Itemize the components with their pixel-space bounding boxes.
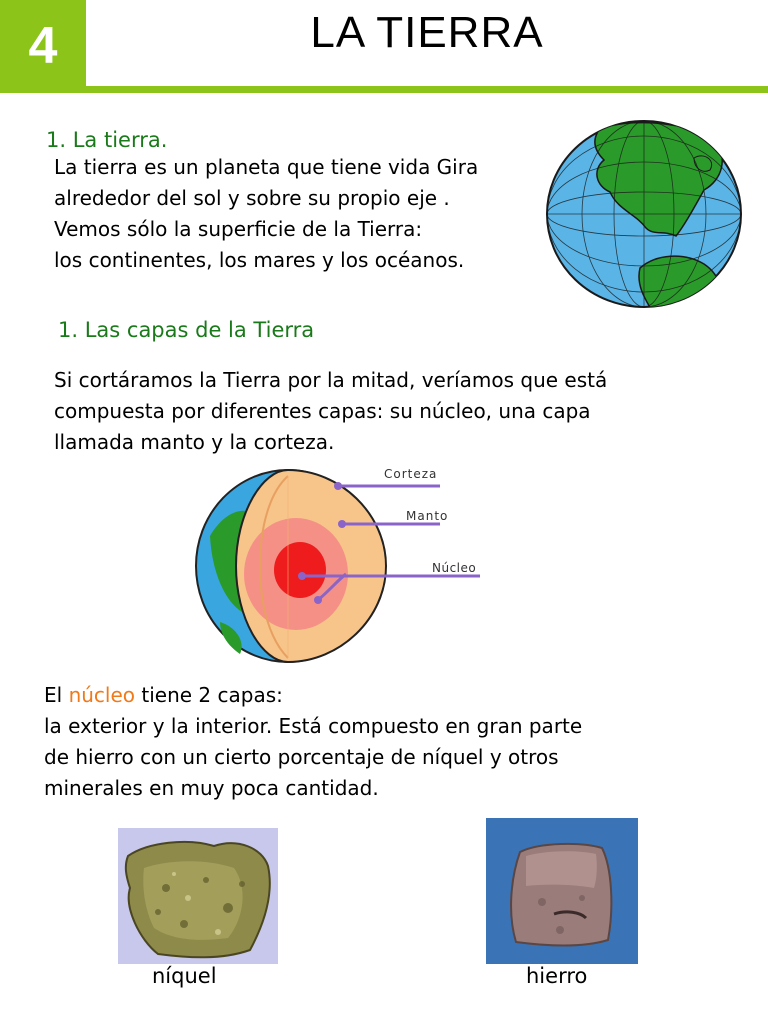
section-la-tierra-text bbox=[54, 152, 548, 276]
caption-hierro: hierro bbox=[526, 964, 588, 988]
section-heading-capas: 1. Las capas de la Tierra bbox=[58, 318, 315, 342]
text-line: La tierra es un planeta que tiene vida Gira bbox=[54, 155, 479, 179]
text-fragment: El bbox=[44, 683, 69, 707]
text-line: de hierro con un cierto porcentaje de níquel y otros bbox=[44, 745, 559, 769]
globe-icon bbox=[544, 118, 744, 310]
text-line: llamada manto y la corteza. bbox=[54, 430, 335, 454]
crust-label: Corteza bbox=[384, 467, 438, 481]
page-title: LA TIERRA bbox=[310, 8, 544, 57]
text-line: la exterior y la interior. Está compuesto en gran parte bbox=[44, 714, 583, 738]
mantle-label: Manto bbox=[406, 509, 449, 523]
iron-mineral-image bbox=[486, 818, 638, 964]
text-line: minerales en muy poca cantidad. bbox=[44, 776, 379, 800]
header-divider bbox=[0, 86, 768, 93]
text-line: Vemos sólo la superficie de la Tierra: bbox=[54, 217, 423, 241]
nickel-mineral-image bbox=[118, 828, 278, 964]
text-line bbox=[44, 680, 582, 711]
text-fragment: tiene 2 capas: bbox=[135, 683, 283, 707]
section-heading-la-tierra: 1. La tierra. bbox=[46, 128, 168, 152]
caption-niquel: níquel bbox=[152, 964, 217, 988]
text-line: compuesta por diferentes capas: su núcleo, una capa bbox=[54, 399, 591, 423]
text-line: los continentes, los mares y los océanos. bbox=[54, 248, 465, 272]
text-line: Si cortáramos la Tierra por la mitad, veríamos que está bbox=[54, 368, 608, 392]
chapter-number-badge bbox=[0, 0, 86, 92]
chapter-number: 4 bbox=[28, 17, 58, 75]
section-capas-text bbox=[54, 365, 607, 458]
section-nucleo-text bbox=[44, 680, 582, 804]
core-label: Núcleo bbox=[432, 561, 477, 575]
text-line: alrededor del sol y sobre su propio eje . bbox=[54, 186, 450, 210]
earth-layers-diagram bbox=[190, 462, 490, 668]
highlight-nucleo: núcleo bbox=[68, 683, 136, 707]
